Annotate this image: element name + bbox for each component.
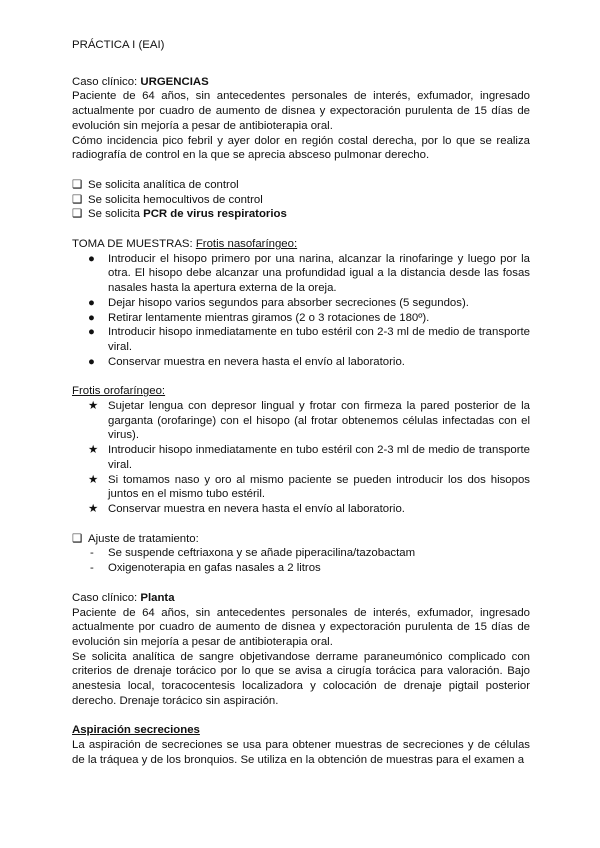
list-item-text: Conservar muestra en nevera hasta el envío al laboratorio. — [108, 502, 405, 515]
check-item — [72, 207, 530, 222]
oropharyngeal-steps — [72, 399, 530, 517]
case1-paragraph-2: Cómo incidencia pico febril y ayer dolor en región costal derecha, por lo que se realiza radiografía de control en la que se aprecia absceso pulmonar derecho. — [72, 134, 530, 162]
bullet-icon: ● — [88, 252, 95, 265]
case2-paragraph-1: Paciente de 64 años, sin antecedentes personales de interés, exfumador, ingresado actualmente por cuadro de aumento de disnea y expectoración purulenta de 15 días de evolución sin mejoría a pesar de antibioterapia oral. — [72, 606, 530, 648]
case2-heading-strong: Planta — [140, 591, 175, 604]
oropharyngeal-heading: Frotis orofaríngeo: — [72, 385, 166, 398]
star-icon: ★ — [88, 473, 99, 486]
list-item-text: Dejar hisopo varios segundos para absorber secreciones (5 segundos). — [108, 296, 469, 309]
samples-heading-underlined: Frotis nasofaríngeo: — [195, 238, 298, 251]
list-item — [72, 502, 530, 517]
star-icon: ★ — [88, 502, 99, 515]
list-item-text: Oxigenoterapia en gafas nasales a 2 litros — [108, 562, 321, 575]
list-item-text: Retirar lentamente mientras giramos (2 o 3 rotaciones de 180º). — [108, 311, 430, 324]
list-item — [72, 561, 530, 576]
bullet-icon: ● — [88, 296, 95, 309]
case1-checklist — [72, 178, 530, 222]
bullet-icon: ● — [88, 326, 95, 339]
bullet-icon: ● — [88, 311, 95, 324]
case1-paragraph-1: Paciente de 64 años, sin antecedentes personales de interés, exfumador, ingresado actualmente por cuadro de aumento de disnea y expectoración purulenta de 15 días de evolución sin mejoría a pesar de antibioterapia oral. — [72, 90, 530, 132]
aspiration-heading — [72, 723, 530, 738]
dash-icon: - — [90, 547, 94, 560]
check-item-strong: PCR de virus respiratorios — [143, 208, 287, 221]
check-item-label: Se solicita analítica de control — [88, 178, 239, 191]
list-item — [72, 399, 530, 443]
list-item-text: Sujetar lengua con depresor lingual y frotar con firmeza la pared posterior de la garganta (orofaringe) con el hisopo (al frotar obtenemos células infectadas con el virus). — [108, 400, 530, 442]
document-title: PRÁCTICA I (EAI) — [72, 39, 165, 51]
list-item — [72, 252, 530, 296]
samples-heading — [72, 237, 530, 252]
treatment-title: Ajuste de tratamiento: — [88, 532, 199, 545]
list-item-text: Si tomamos naso y oro al mismo paciente se pueden introducir los dos hisopos juntos en el mismo tubo estéril. — [108, 473, 530, 501]
treatment-list — [72, 546, 530, 575]
list-item — [72, 355, 530, 370]
aspiration-paragraph: La aspiración de secreciones se usa para obtener muestras de secreciones y de células de la tráquea y de los bronquios. Se utiliza en la obtención de muestras para el examen a — [72, 739, 530, 766]
checkbox-icon: ❑ — [72, 532, 83, 545]
list-item — [72, 325, 530, 354]
list-item-text: Se suspende ceftriaxona y se añade piperacilina/tazobactam — [108, 547, 416, 560]
list-item-text: Conservar muestra en nevera hasta el envío al laboratorio. — [108, 355, 405, 368]
aspiration-title: Aspiración secreciones — [72, 724, 200, 737]
checkbox-icon: ❑ — [72, 208, 83, 221]
bullet-icon: ● — [88, 355, 95, 368]
case1-heading — [72, 75, 530, 90]
list-item-text: Introducir hisopo inmediatamente en tubo estéril con 2-3 ml de medio de transporte viral. — [108, 326, 530, 353]
list-item — [72, 546, 530, 561]
dash-icon: - — [90, 562, 94, 575]
star-icon: ★ — [88, 444, 99, 457]
check-item — [72, 193, 530, 208]
checkbox-icon: ❑ — [72, 193, 83, 206]
treatment-heading — [72, 532, 530, 547]
case2-paragraph-2: Se solicita analítica de sangre objetivandose derrame paraneumónico complicado con criterios de drenaje torácico por lo que se avisa a cirugía torácica para valoración. Bajo anestesia local, toracocentesis localizadora y colocación de drenaje pigtail posterior derecho. Drenaje torácico sin aspiración. — [72, 650, 530, 707]
check-item-label: Se solicita — [88, 208, 144, 221]
nasopharyngeal-steps — [72, 252, 530, 370]
list-item — [72, 311, 530, 326]
document-page — [72, 38, 530, 768]
list-item — [72, 443, 530, 472]
star-icon: ★ — [88, 400, 99, 413]
list-item-text: Introducir el hisopo primero por una narina, alcanzar la rinofaringe y luego por la otra. El hisopo debe alcanzar una profundidad igual a la distancia desde las fosas nasales hasta la apertura externa de la oreja. — [108, 252, 530, 295]
checkbox-icon: ❑ — [72, 178, 83, 191]
check-item — [72, 178, 530, 193]
case1-heading-strong: URGENCIAS — [140, 75, 209, 88]
samples-heading-prefix: TOMA DE MUESTRAS: — [72, 238, 196, 251]
list-item-text: Introducir hisopo inmediatamente en tubo estéril con 2-3 ml de medio de transporte viral. — [108, 444, 530, 471]
list-item — [72, 296, 530, 311]
case2-heading — [72, 591, 530, 606]
case1-heading-prefix: Caso clínico: — [72, 75, 141, 88]
case2-heading-prefix: Caso clínico: — [72, 591, 141, 604]
list-item — [72, 473, 530, 502]
check-item-label: Se solicita hemocultivos de control — [88, 193, 263, 206]
